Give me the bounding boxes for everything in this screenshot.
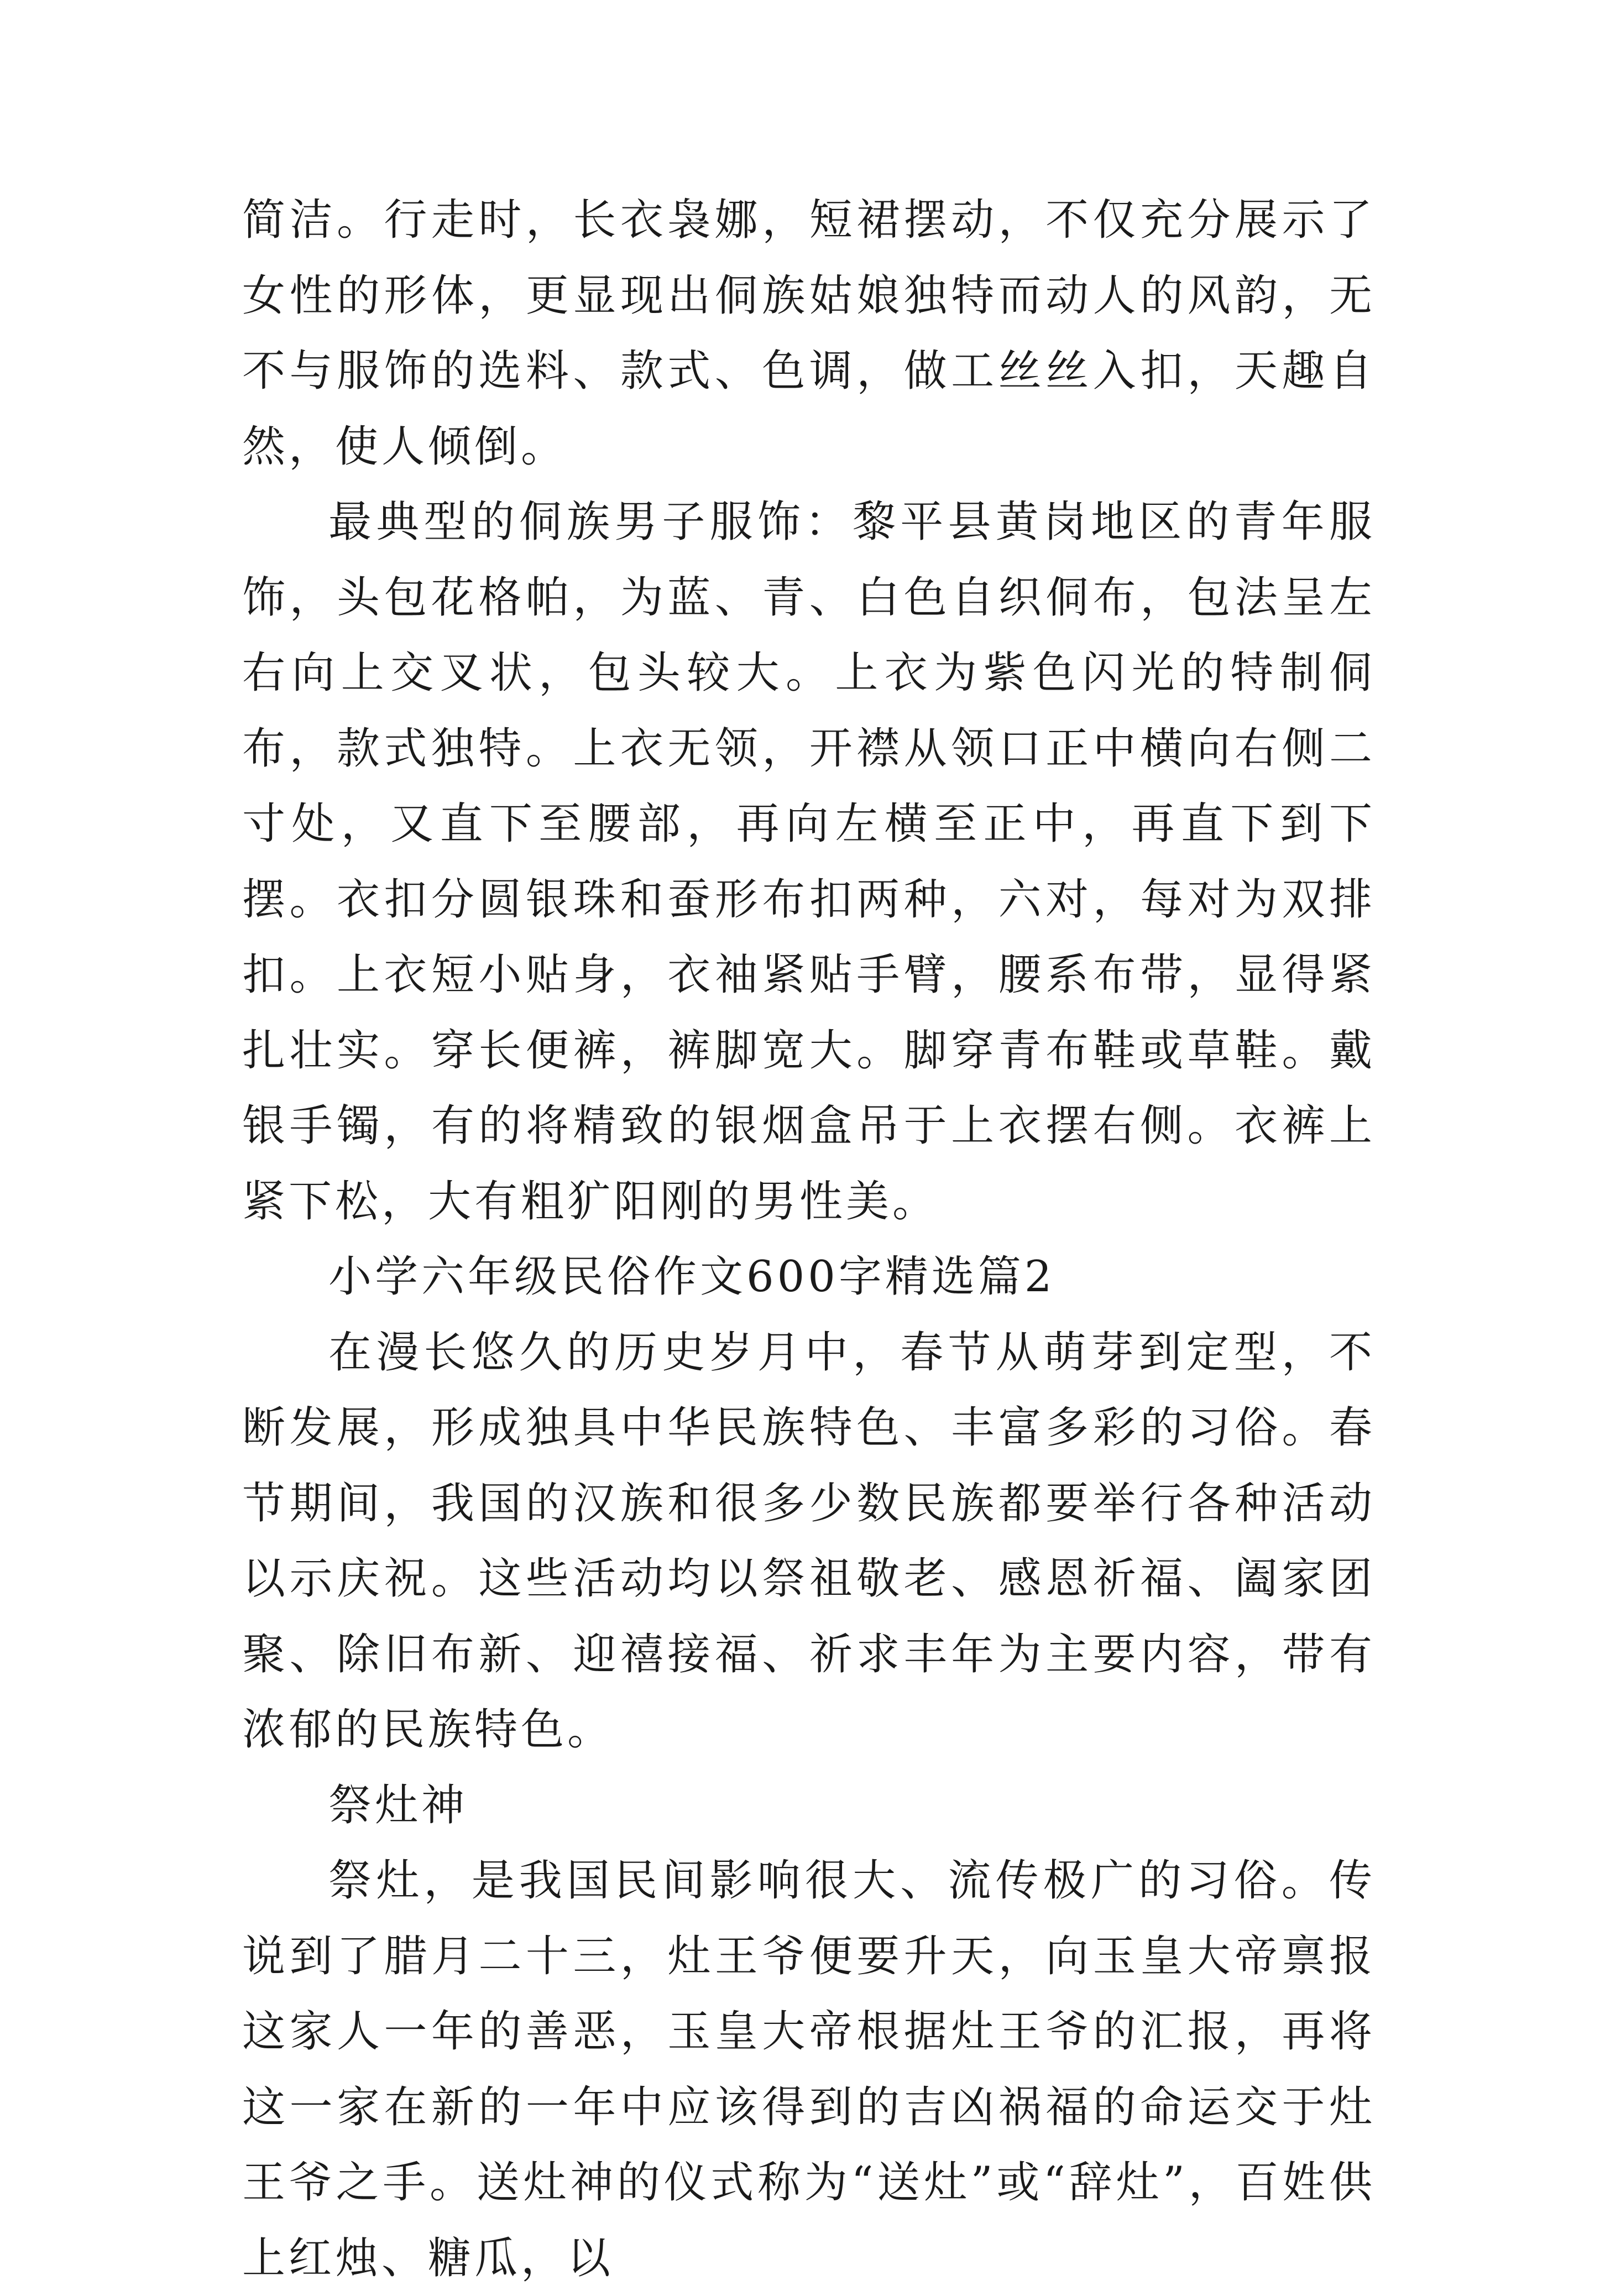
paragraph-kitchen-god: 祭灶，是我国民间影响很大、流传极广的习俗。传说到了腊月二十三，灶王爷便要升天，向玉皇大帝禀报这家人一年的善恶，玉皇大帝根据灶王爷的汇报，再将这一家在新的一年中应该得到的吉凶祸福的命运交于灶王爷之手。送灶神的仪式称为“送灶”或“辞灶”，百姓供上红烛、糖瓜，以 [242,1856,1376,2283]
paragraph-spring-festival: 在漫长悠久的历史岁月中，春节从萌芽到定型，不断发展，形成独具中华民族特色、丰富多彩的习俗。春节期间，我国的汉族和很多少数民族都要举行各种活动以示庆祝。这些活动均以祭祖敬老、感恩祈福、阖家团聚、除旧布新、迎禧接福、祈求丰年为主要内容，带有浓郁的民族特色。 [242,1327,1376,1755]
paragraph-mens-costume: 最典型的侗族男子服饰：黎平县黄岗地区的青年服饰，头包花格帕，为蓝、青、白色自织侗布，包法呈左右向上交叉状，包头较大。上衣为紫色闪光的特制侗布，款式独特。上衣无领，开襟从领口正中横向右侧二寸处，又直下至腰部，再向左横至正中，再直下到下摆。衣扣分圆银珠和蚕形布扣两种，六对，每对为双排扣。上衣短小贴身，衣袖紧贴手臂，腰系布带，显得紧扎壮实。穿长便裤，裤脚宽大。脚穿青布鞋或草鞋。戴银手镯，有的将精致的银烟盒吊于上衣摆右侧。衣裤上紧下松，大有粗犷阳刚的男性美。 [242,497,1376,1227]
paragraph-continuation: 简洁。行走时，长衣袅娜，短裙摆动，不仅充分展示了女性的形体，更显现出侗族姑娘独特而动人的风韵，无不与服饰的选料、款式、色调，做工丝丝入扣，天趣自然，使人倾倒。 [242,195,1376,472]
section-heading-essay-2: 小学六年级民俗作文600字精选篇2 [328,1252,1055,1302]
section-heading-kitchen-god: 祭灶神 [328,1780,468,1830]
document-body [242,182,1376,2296]
